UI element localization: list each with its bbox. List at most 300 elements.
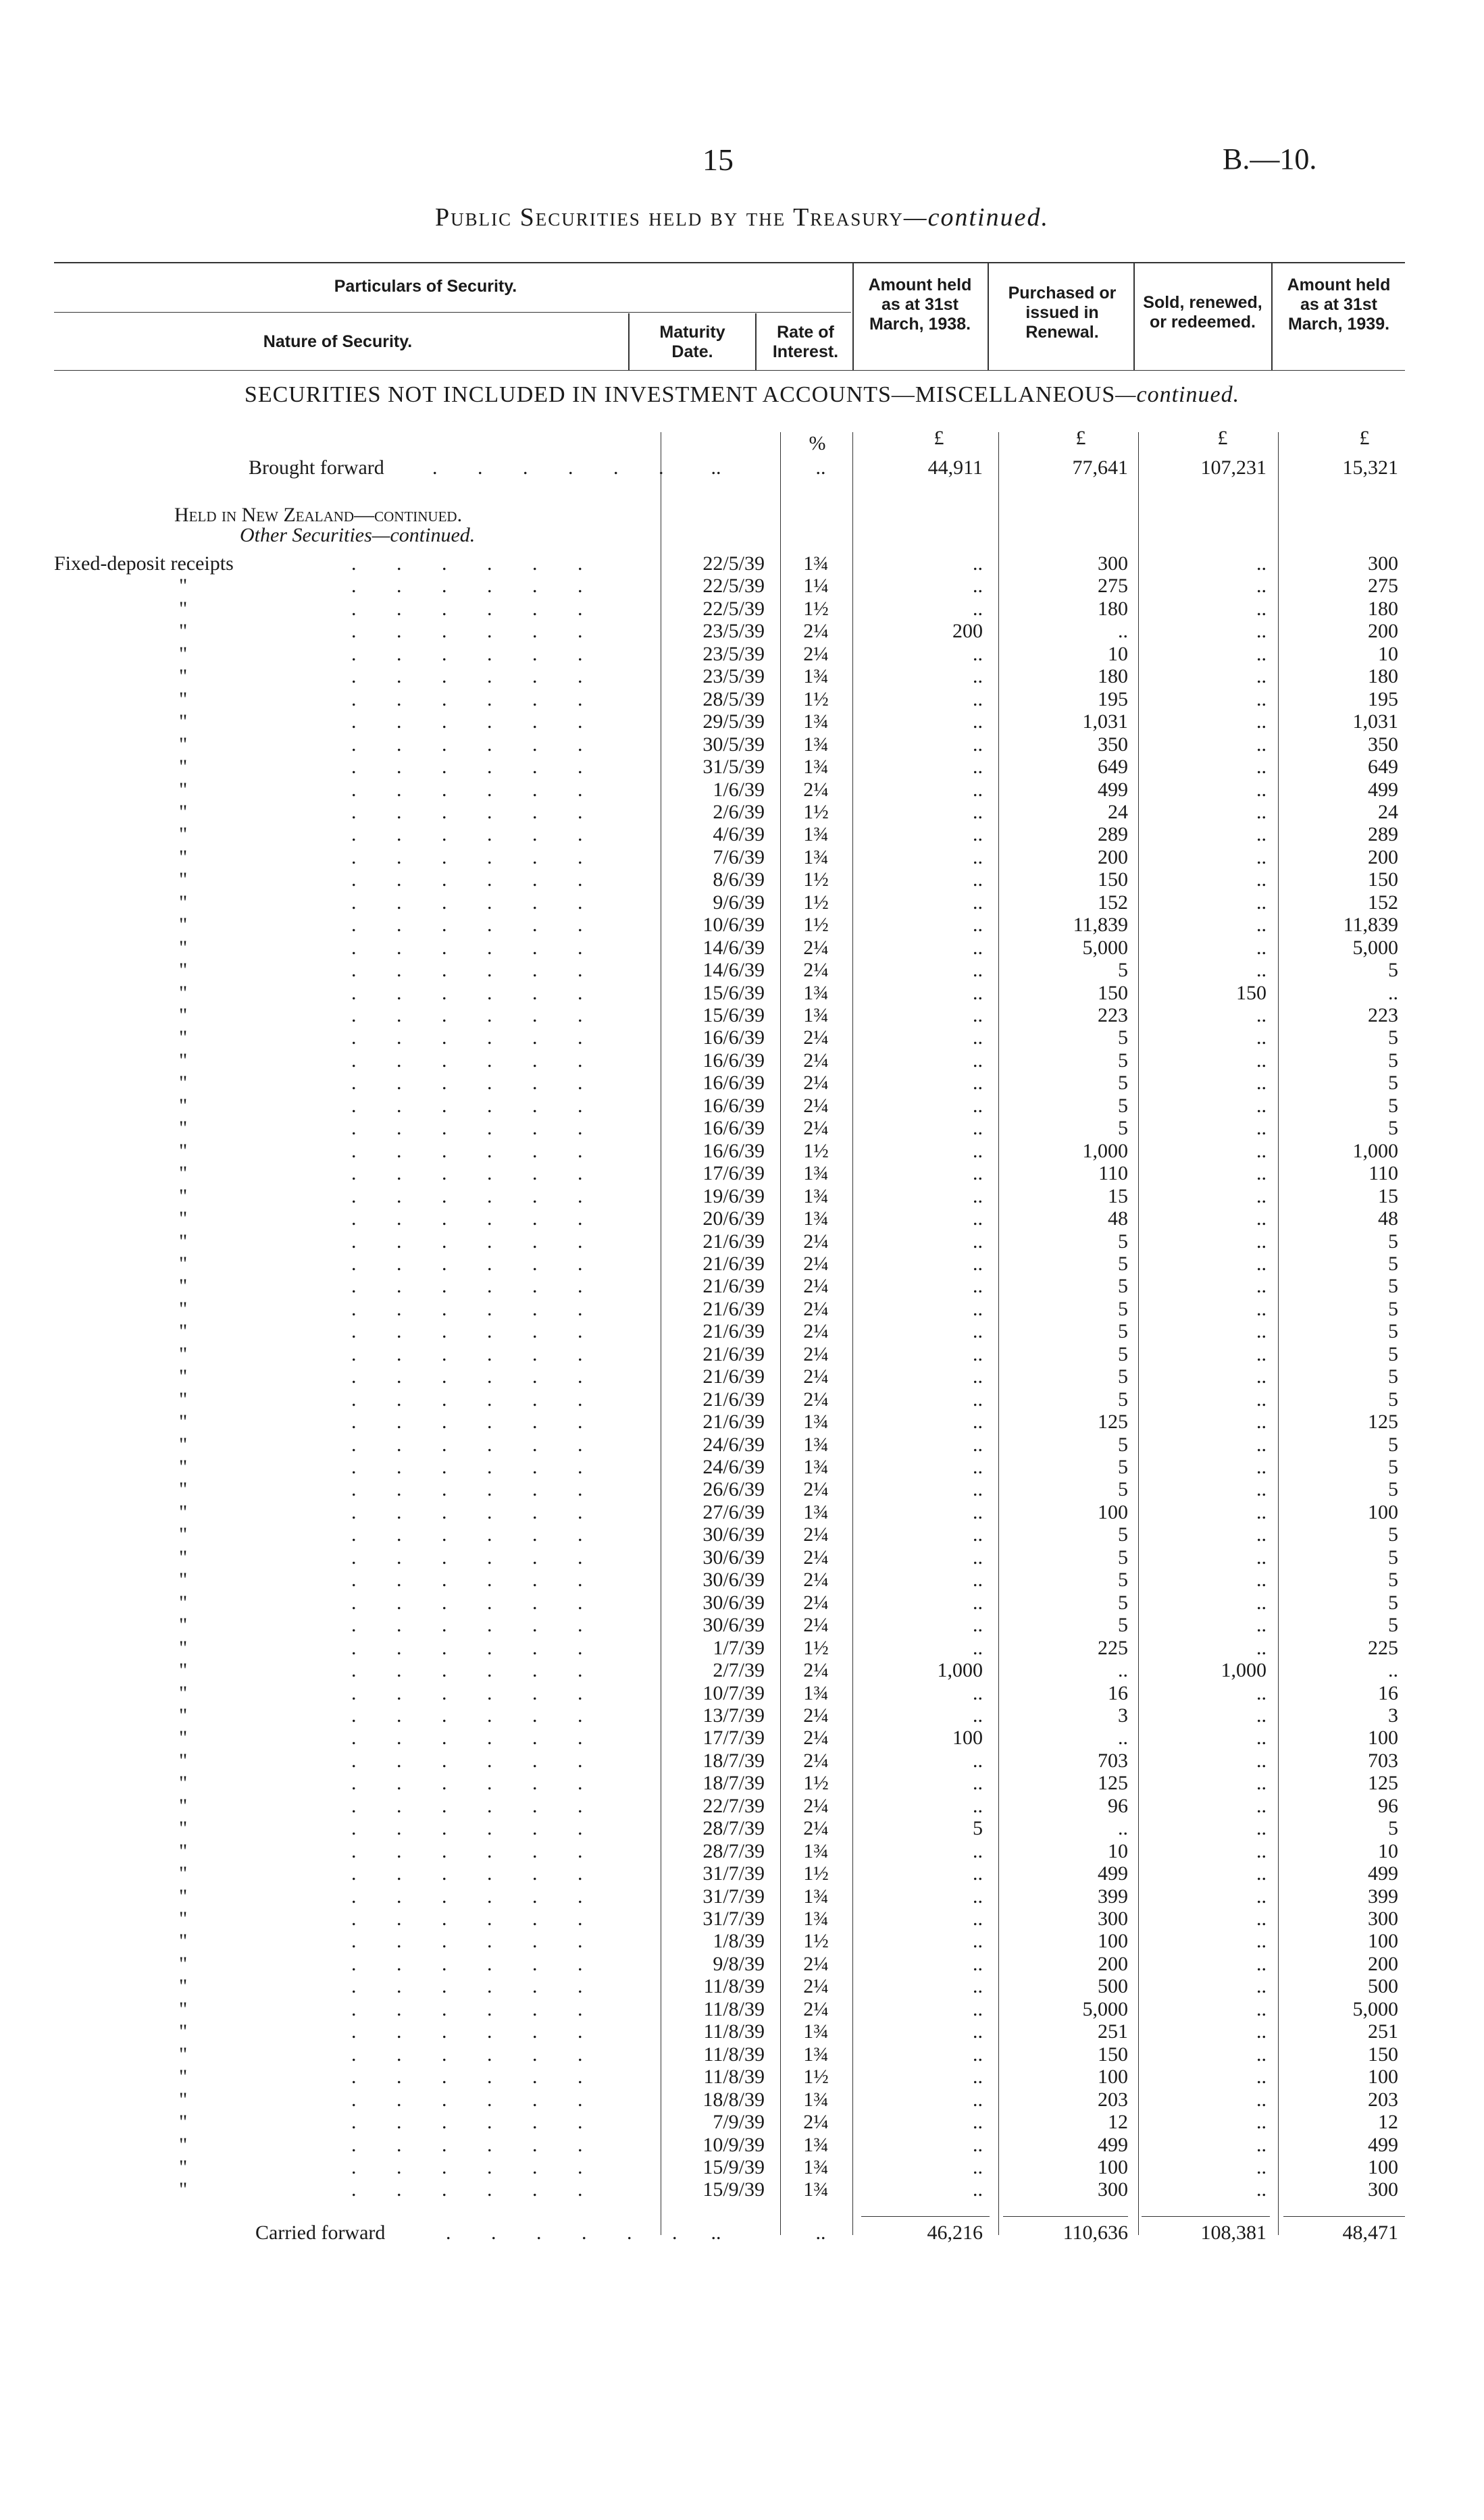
row-leaders: . . . . . .: [351, 1704, 600, 1727]
row-interest-rate: 1¾: [803, 2020, 829, 2043]
row-security-name: ": [179, 1930, 188, 1953]
row-purchased: 3: [1118, 1704, 1128, 1727]
row-security-name: ": [179, 1433, 188, 1456]
row-leaders: . . . . . .: [351, 981, 600, 1004]
row-purchased: 5,000: [1082, 936, 1128, 959]
row-leaders: . . . . . .: [351, 2043, 600, 2066]
row-security-name: ": [179, 1681, 188, 1704]
row-leaders: . . . . . .: [351, 1727, 600, 1750]
row-purchased: 500: [1098, 1975, 1128, 1998]
row-amount-1938: ..: [973, 642, 983, 665]
row-leaders: . . . . . .: [351, 1591, 600, 1614]
row-amount-1939: 251: [1368, 2020, 1398, 2043]
row-purchased: 5: [1118, 1275, 1128, 1298]
row-sold: ..: [1256, 1049, 1266, 1072]
row-interest-rate: 1¾: [803, 1885, 829, 1908]
row-leaders: . . . . . .: [351, 1749, 600, 1772]
row-amount-1938: ..: [973, 597, 983, 620]
row-amount-1939: 150: [1368, 2043, 1398, 2066]
body-divider-5: [1138, 432, 1139, 2235]
row-security-name: ": [179, 1659, 188, 1682]
row-security-name: ": [179, 1862, 188, 1885]
row-leaders: . . . . . .: [351, 778, 600, 801]
row-security-name: ": [179, 1117, 188, 1140]
row-leaders: . . . . . .: [351, 1975, 600, 1998]
row-amount-1938: ..: [973, 1252, 983, 1275]
row-maturity-date: 31/7/39: [702, 1862, 765, 1885]
row-leaders: . . . . . .: [351, 1614, 600, 1637]
row-amount-1938: ..: [973, 1930, 983, 1953]
row-sold: ..: [1256, 959, 1266, 982]
row-amount-1938: ..: [973, 1342, 983, 1365]
row-security-name: ": [179, 1614, 188, 1637]
row-security-name: ": [179, 1207, 188, 1230]
row-interest-rate: 2¼: [803, 620, 829, 643]
row-sold: ..: [1256, 800, 1266, 823]
row-interest-rate: 1¾: [803, 1456, 829, 1478]
row-leaders: . . . . . .: [351, 1456, 600, 1478]
row-security-name: ": [179, 1230, 188, 1253]
row-leaders: . . . . . .: [351, 1365, 600, 1388]
row-interest-rate: 1½: [803, 1930, 829, 1953]
row-amount-1938: ..: [973, 2088, 983, 2111]
row-maturity-date: 16/6/39: [702, 1026, 765, 1049]
row-purchased: ..: [1118, 1659, 1128, 1682]
unit-purchased: £: [1075, 427, 1086, 449]
row-sold: ..: [1256, 778, 1266, 801]
row-interest-rate: 2¼: [803, 1478, 829, 1501]
row-amount-1939: 5: [1388, 1591, 1398, 1614]
row-purchased: 200: [1098, 845, 1128, 868]
row-interest-rate: 1¾: [803, 2133, 829, 2156]
section-title-continued: —continued.: [1115, 382, 1240, 407]
row-amount-1939: 5: [1388, 1252, 1398, 1275]
row-purchased: 1,000: [1082, 1139, 1128, 1162]
row-amount-1939: 5: [1388, 1230, 1398, 1253]
page-title-continued: —continued.: [903, 203, 1049, 232]
header-amount-1939: Amount held as at 31st March, 1939.: [1287, 275, 1391, 334]
row-sold: ..: [1256, 1139, 1266, 1162]
row-security-name: ": [179, 845, 188, 868]
row-interest-rate: 1¾: [803, 1004, 829, 1026]
header-divider-5: [1133, 263, 1135, 370]
row-maturity-date: 31/7/39: [702, 1908, 765, 1930]
row-maturity-date: 7/6/39: [713, 845, 765, 868]
row-sold: ..: [1256, 552, 1266, 575]
row-purchased: 203: [1098, 2088, 1128, 2111]
row-interest-rate: 2¼: [803, 1659, 829, 1682]
row-security-name: ": [179, 1591, 188, 1614]
row-security-name: ": [179, 1885, 188, 1908]
row-security-name: ": [179, 642, 188, 665]
row-interest-rate: 2¼: [803, 1388, 829, 1411]
row-interest-rate: 1¾: [803, 2043, 829, 2066]
row-interest-rate: 2¼: [803, 959, 829, 982]
row-security-name: ": [179, 1636, 188, 1659]
row-maturity-date: 29/5/39: [702, 710, 765, 733]
row-leaders: . . . . . .: [351, 2111, 600, 2134]
row-leaders: . . . . . .: [351, 756, 600, 779]
row-sold: ..: [1256, 2066, 1266, 2089]
row-sold: ..: [1256, 936, 1266, 959]
row-sold: ..: [1256, 1275, 1266, 1298]
row-interest-rate: 2¼: [803, 1704, 829, 1727]
row-sold: ..: [1256, 1569, 1266, 1592]
row-amount-1938: ..: [973, 891, 983, 914]
row-interest-rate: 1¾: [803, 823, 829, 846]
row-security-name: ": [179, 1320, 188, 1343]
row-amount-1938: ..: [973, 1591, 983, 1614]
row-sold: ..: [1256, 2043, 1266, 2066]
row-amount-1939: 5: [1388, 1456, 1398, 1478]
row-leaders: . . . . . .: [351, 1433, 600, 1456]
row-maturity-date: 10/6/39: [702, 914, 765, 937]
row-amount-1939: 180: [1368, 597, 1398, 620]
row-sold: ..: [1256, 1162, 1266, 1185]
row-purchased: 5: [1118, 1591, 1128, 1614]
row-maturity-date: 14/6/39: [702, 959, 765, 982]
unit-amount-1938: £: [933, 427, 944, 449]
row-amount-1938: ..: [973, 2133, 983, 2156]
section-title: [0, 382, 1484, 408]
row-amount-1939: 5: [1388, 1614, 1398, 1637]
row-sold: ..: [1256, 1388, 1266, 1411]
row-amount-1938: ..: [973, 2111, 983, 2134]
row-sold: ..: [1256, 1772, 1266, 1795]
header-rate: Rate of Interest.: [772, 323, 839, 361]
row-purchased: 300: [1098, 552, 1128, 575]
row-purchased: 12: [1108, 2111, 1128, 2134]
row-purchased: 180: [1098, 665, 1128, 688]
row-maturity-date: 16/6/39: [702, 1117, 765, 1140]
row-purchased: 5: [1118, 1478, 1128, 1501]
row-amount-1939: 48: [1378, 1207, 1398, 1230]
subhead-other-securities: Other Securities—continued.: [240, 524, 476, 546]
row-amount-1938: ..: [973, 2178, 983, 2201]
row-interest-rate: 1¾: [803, 2155, 829, 2178]
row-amount-1939: 100: [1368, 1500, 1398, 1523]
row-leaders: . . . . . .: [351, 552, 600, 575]
row-leaders: . . . . . .: [351, 642, 600, 665]
row-amount-1938: ..: [973, 1365, 983, 1388]
row-amount-1939: 399: [1368, 1885, 1398, 1908]
row-amount-1939: 16: [1378, 1681, 1398, 1704]
row-interest-rate: 2¼: [803, 1749, 829, 1772]
row-maturity-date: 16/6/39: [702, 1049, 765, 1072]
carried-forward-amount-1939: 48,471: [1342, 2222, 1398, 2244]
row-security-name: ": [179, 1727, 188, 1750]
row-security-name: ": [179, 2066, 188, 2089]
row-sold: ..: [1256, 597, 1266, 620]
row-security-name: ": [179, 2088, 188, 2111]
row-interest-rate: 2¼: [803, 778, 829, 801]
row-security-name: ": [179, 1839, 188, 1862]
row-amount-1938: ..: [973, 845, 983, 868]
totals-rule-purchased: [1003, 2216, 1128, 2217]
row-security-name: ": [179, 1500, 188, 1523]
row-leaders: . . . . . .: [351, 1275, 600, 1298]
row-maturity-date: 11/8/39: [703, 2066, 765, 2089]
row-amount-1939: 289: [1368, 823, 1398, 846]
row-interest-rate: 1¾: [803, 733, 829, 756]
header-sold: Sold, renewed, or redeemed.: [1143, 293, 1262, 332]
row-interest-rate: 2¼: [803, 1727, 829, 1750]
row-security-name: ": [179, 1004, 188, 1026]
header-divider-1: [628, 313, 630, 370]
row-interest-rate: 2¼: [803, 1546, 829, 1569]
row-sold: ..: [1256, 845, 1266, 868]
row-security-name: ": [179, 778, 188, 801]
row-security-name: ": [179, 1049, 188, 1072]
brought-forward-label: Brought forward: [249, 456, 384, 479]
row-sold: ..: [1256, 1952, 1266, 1975]
row-leaders: . . . . . .: [351, 845, 600, 868]
row-amount-1938: ..: [973, 1117, 983, 1140]
row-sold: ..: [1256, 891, 1266, 914]
unit-rate: %: [809, 432, 826, 454]
row-amount-1938: ..: [973, 1049, 983, 1072]
carried-forward-amount-1938: 46,216: [927, 2222, 983, 2244]
row-interest-rate: 1¾: [803, 1839, 829, 1862]
row-interest-rate: 2¼: [803, 1569, 829, 1592]
row-leaders: . . . . . .: [351, 1546, 600, 1569]
row-interest-rate: 1½: [803, 2066, 829, 2089]
row-sold: ..: [1256, 1117, 1266, 1140]
row-amount-1938: ..: [973, 1275, 983, 1298]
row-maturity-date: 2/6/39: [713, 800, 765, 823]
row-purchased: 125: [1098, 1411, 1128, 1434]
row-interest-rate: 1¾: [803, 1184, 829, 1207]
row-security-name: ": [179, 620, 188, 643]
row-maturity-date: 15/6/39: [702, 1004, 765, 1026]
row-leaders: . . . . . .: [351, 1230, 600, 1253]
row-leaders: . . . . . .: [351, 597, 600, 620]
row-purchased: 96: [1108, 1794, 1128, 1817]
page-title-main: Public Securities held by the Treasury: [435, 203, 904, 232]
row-interest-rate: 2¼: [803, 1614, 829, 1637]
row-interest-rate: 1½: [803, 1636, 829, 1659]
row-maturity-date: 11/8/39: [703, 1975, 765, 1998]
row-purchased: 15: [1108, 1184, 1128, 1207]
row-amount-1939: 5: [1388, 1569, 1398, 1592]
row-maturity-date: 14/6/39: [702, 936, 765, 959]
row-purchased: 195: [1098, 687, 1128, 710]
row-security-name: ": [179, 1162, 188, 1185]
row-purchased: 150: [1098, 2043, 1128, 2066]
row-sold: ..: [1256, 868, 1266, 891]
row-leaders: . . . . . .: [351, 1952, 600, 1975]
row-purchased: 1,031: [1082, 710, 1128, 733]
row-amount-1938: ..: [973, 1433, 983, 1456]
row-maturity-date: 21/6/39: [702, 1365, 765, 1388]
row-interest-rate: 1¾: [803, 1207, 829, 1230]
row-sold: ..: [1256, 1456, 1266, 1478]
row-amount-1939: 300: [1368, 1908, 1398, 1930]
row-purchased: 5: [1118, 1117, 1128, 1140]
row-security-name: ": [179, 800, 188, 823]
row-sold: ..: [1256, 620, 1266, 643]
row-security-name: ": [179, 1546, 188, 1569]
totals-rule-1938: [861, 2216, 990, 2217]
row-sold: ..: [1256, 823, 1266, 846]
row-leaders: . . . . . .: [351, 1117, 600, 1140]
row-interest-rate: 2¼: [803, 1342, 829, 1365]
row-security-name: ": [179, 1342, 188, 1365]
row-security-name: ": [179, 1297, 188, 1320]
row-security-name: ": [179, 1388, 188, 1411]
row-amount-1938: ..: [973, 914, 983, 937]
body-divider-6: [1278, 432, 1279, 2235]
row-amount-1938: ..: [973, 1997, 983, 2020]
row-purchased: 125: [1098, 1772, 1128, 1795]
row-maturity-date: 22/5/39: [702, 552, 765, 575]
row-interest-rate: 2¼: [803, 642, 829, 665]
row-purchased: 100: [1098, 1500, 1128, 1523]
row-sold: ..: [1256, 1704, 1266, 1727]
row-interest-rate: 2¼: [803, 1794, 829, 1817]
row-maturity-date: 23/5/39: [702, 642, 765, 665]
row-purchased: 499: [1098, 2133, 1128, 2156]
row-purchased: ..: [1118, 1727, 1128, 1750]
row-interest-rate: 2¼: [803, 1049, 829, 1072]
row-purchased: 150: [1098, 981, 1128, 1004]
row-maturity-date: 22/7/39: [702, 1794, 765, 1817]
row-leaders: . . . . . .: [351, 733, 600, 756]
row-amount-1938: ..: [973, 1772, 983, 1795]
row-interest-rate: 2¼: [803, 1026, 829, 1049]
row-interest-rate: 2¼: [803, 936, 829, 959]
row-security-name: ": [179, 1275, 188, 1298]
row-amount-1939: 649: [1368, 756, 1398, 779]
row-purchased: 5: [1118, 1320, 1128, 1343]
row-amount-1938: ..: [973, 1704, 983, 1727]
row-interest-rate: 2¼: [803, 1094, 829, 1117]
row-amount-1939: 5: [1388, 959, 1398, 982]
row-amount-1939: 350: [1368, 733, 1398, 756]
row-security-name: ": [179, 1072, 188, 1095]
row-purchased: 499: [1098, 1862, 1128, 1885]
row-security-name: ": [179, 1094, 188, 1117]
row-amount-1939: 24: [1378, 800, 1398, 823]
row-amount-1938: ..: [973, 1026, 983, 1049]
row-purchased: 5: [1118, 1433, 1128, 1456]
row-maturity-date: 9/6/39: [713, 891, 765, 914]
unit-sold: £: [1217, 427, 1228, 449]
row-maturity-date: 30/5/39: [702, 733, 765, 756]
row-amount-1939: 15: [1378, 1184, 1398, 1207]
row-security-name: ": [179, 2111, 188, 2134]
row-purchased: 150: [1098, 868, 1128, 891]
row-interest-rate: 2¼: [803, 1275, 829, 1298]
row-purchased: 16: [1108, 1681, 1128, 1704]
row-security-name: ": [179, 1749, 188, 1772]
row-leaders: . . . . . .: [351, 1997, 600, 2020]
row-amount-1938: ..: [973, 1094, 983, 1117]
row-leaders: . . . . . .: [351, 1162, 600, 1185]
row-sold: ..: [1256, 1885, 1266, 1908]
row-amount-1938: ..: [973, 1839, 983, 1862]
row-amount-1939: 11,839: [1343, 914, 1398, 937]
row-leaders: . . . . . .: [351, 1094, 600, 1117]
row-amount-1939: 5: [1388, 1117, 1398, 1140]
row-amount-1938: ..: [973, 981, 983, 1004]
row-sold: ..: [1256, 1975, 1266, 1998]
row-amount-1938: ..: [973, 1885, 983, 1908]
row-amount-1939: 5: [1388, 1388, 1398, 1411]
row-leaders: . . . . . .: [351, 1681, 600, 1704]
row-amount-1938: ..: [973, 1230, 983, 1253]
row-security-name: ": [179, 1026, 188, 1049]
row-security-name: ": [179, 1997, 188, 2020]
row-security-name: ": [179, 665, 188, 688]
carried-forward-sold: 108,381: [1200, 2222, 1266, 2244]
row-security-name: ": [179, 1365, 188, 1388]
row-amount-1938: ..: [973, 1297, 983, 1320]
row-amount-1939: 703: [1368, 1749, 1398, 1772]
row-interest-rate: 1¾: [803, 2178, 829, 2201]
row-amount-1939: 125: [1368, 1411, 1398, 1434]
row-amount-1938: ..: [973, 1862, 983, 1885]
row-maturity-date: 2/7/39: [713, 1659, 765, 1682]
row-amount-1938: ..: [973, 733, 983, 756]
row-interest-rate: 1¾: [803, 1433, 829, 1456]
row-amount-1939: 300: [1368, 552, 1398, 575]
row-purchased: 110: [1098, 1162, 1128, 1185]
row-purchased: 5: [1118, 1252, 1128, 1275]
body-divider-3: [852, 432, 853, 2235]
row-leaders: . . . . . .: [351, 1342, 600, 1365]
header-purchased: Purchased or issued in Renewal.: [1008, 284, 1117, 342]
row-interest-rate: 1¾: [803, 710, 829, 733]
row-purchased: 5: [1118, 1388, 1128, 1411]
row-sold: ..: [1256, 1500, 1266, 1523]
carried-forward-rate: ..: [815, 2222, 826, 2244]
row-leaders: . . . . . .: [351, 1500, 600, 1523]
row-purchased: 200: [1098, 1952, 1128, 1975]
row-interest-rate: 1¾: [803, 1908, 829, 1930]
row-security-name: ": [179, 1411, 188, 1434]
row-leaders: . . . . . .: [351, 2020, 600, 2043]
header-divider-3: [852, 263, 854, 370]
row-leaders: . . . . . .: [351, 1072, 600, 1095]
row-leaders: . . . . . .: [351, 1839, 600, 1862]
row-amount-1939: 5: [1388, 1546, 1398, 1569]
brought-forward-purchased: 77,641: [1072, 456, 1128, 479]
row-sold: ..: [1256, 1862, 1266, 1885]
row-purchased: 5: [1118, 1297, 1128, 1320]
row-amount-1938: ..: [973, 2020, 983, 2043]
row-purchased: 5: [1118, 1230, 1128, 1253]
body-divider-4: [998, 432, 999, 2235]
row-amount-1939: 10: [1378, 642, 1398, 665]
row-leaders: . . . . . .: [351, 2178, 600, 2201]
row-purchased: 5: [1118, 1614, 1128, 1637]
row-leaders: . . . . . .: [351, 2155, 600, 2178]
row-sold: ..: [1256, 1072, 1266, 1095]
row-amount-1939: 5: [1388, 1817, 1398, 1840]
row-leaders: . . . . . .: [351, 959, 600, 982]
row-amount-1939: 3: [1388, 1704, 1398, 1727]
row-sold: ..: [1256, 1727, 1266, 1750]
subhead-held-in-new-zealand: Held in New Zealand—continued.: [174, 504, 463, 526]
row-sold: ..: [1256, 2020, 1266, 2043]
row-purchased: 5: [1118, 1546, 1128, 1569]
row-sold: ..: [1256, 642, 1266, 665]
row-amount-1938: ..: [973, 1749, 983, 1772]
row-sold: ..: [1256, 1546, 1266, 1569]
row-amount-1939: 5,000: [1352, 1997, 1398, 2020]
row-maturity-date: 21/6/39: [702, 1297, 765, 1320]
